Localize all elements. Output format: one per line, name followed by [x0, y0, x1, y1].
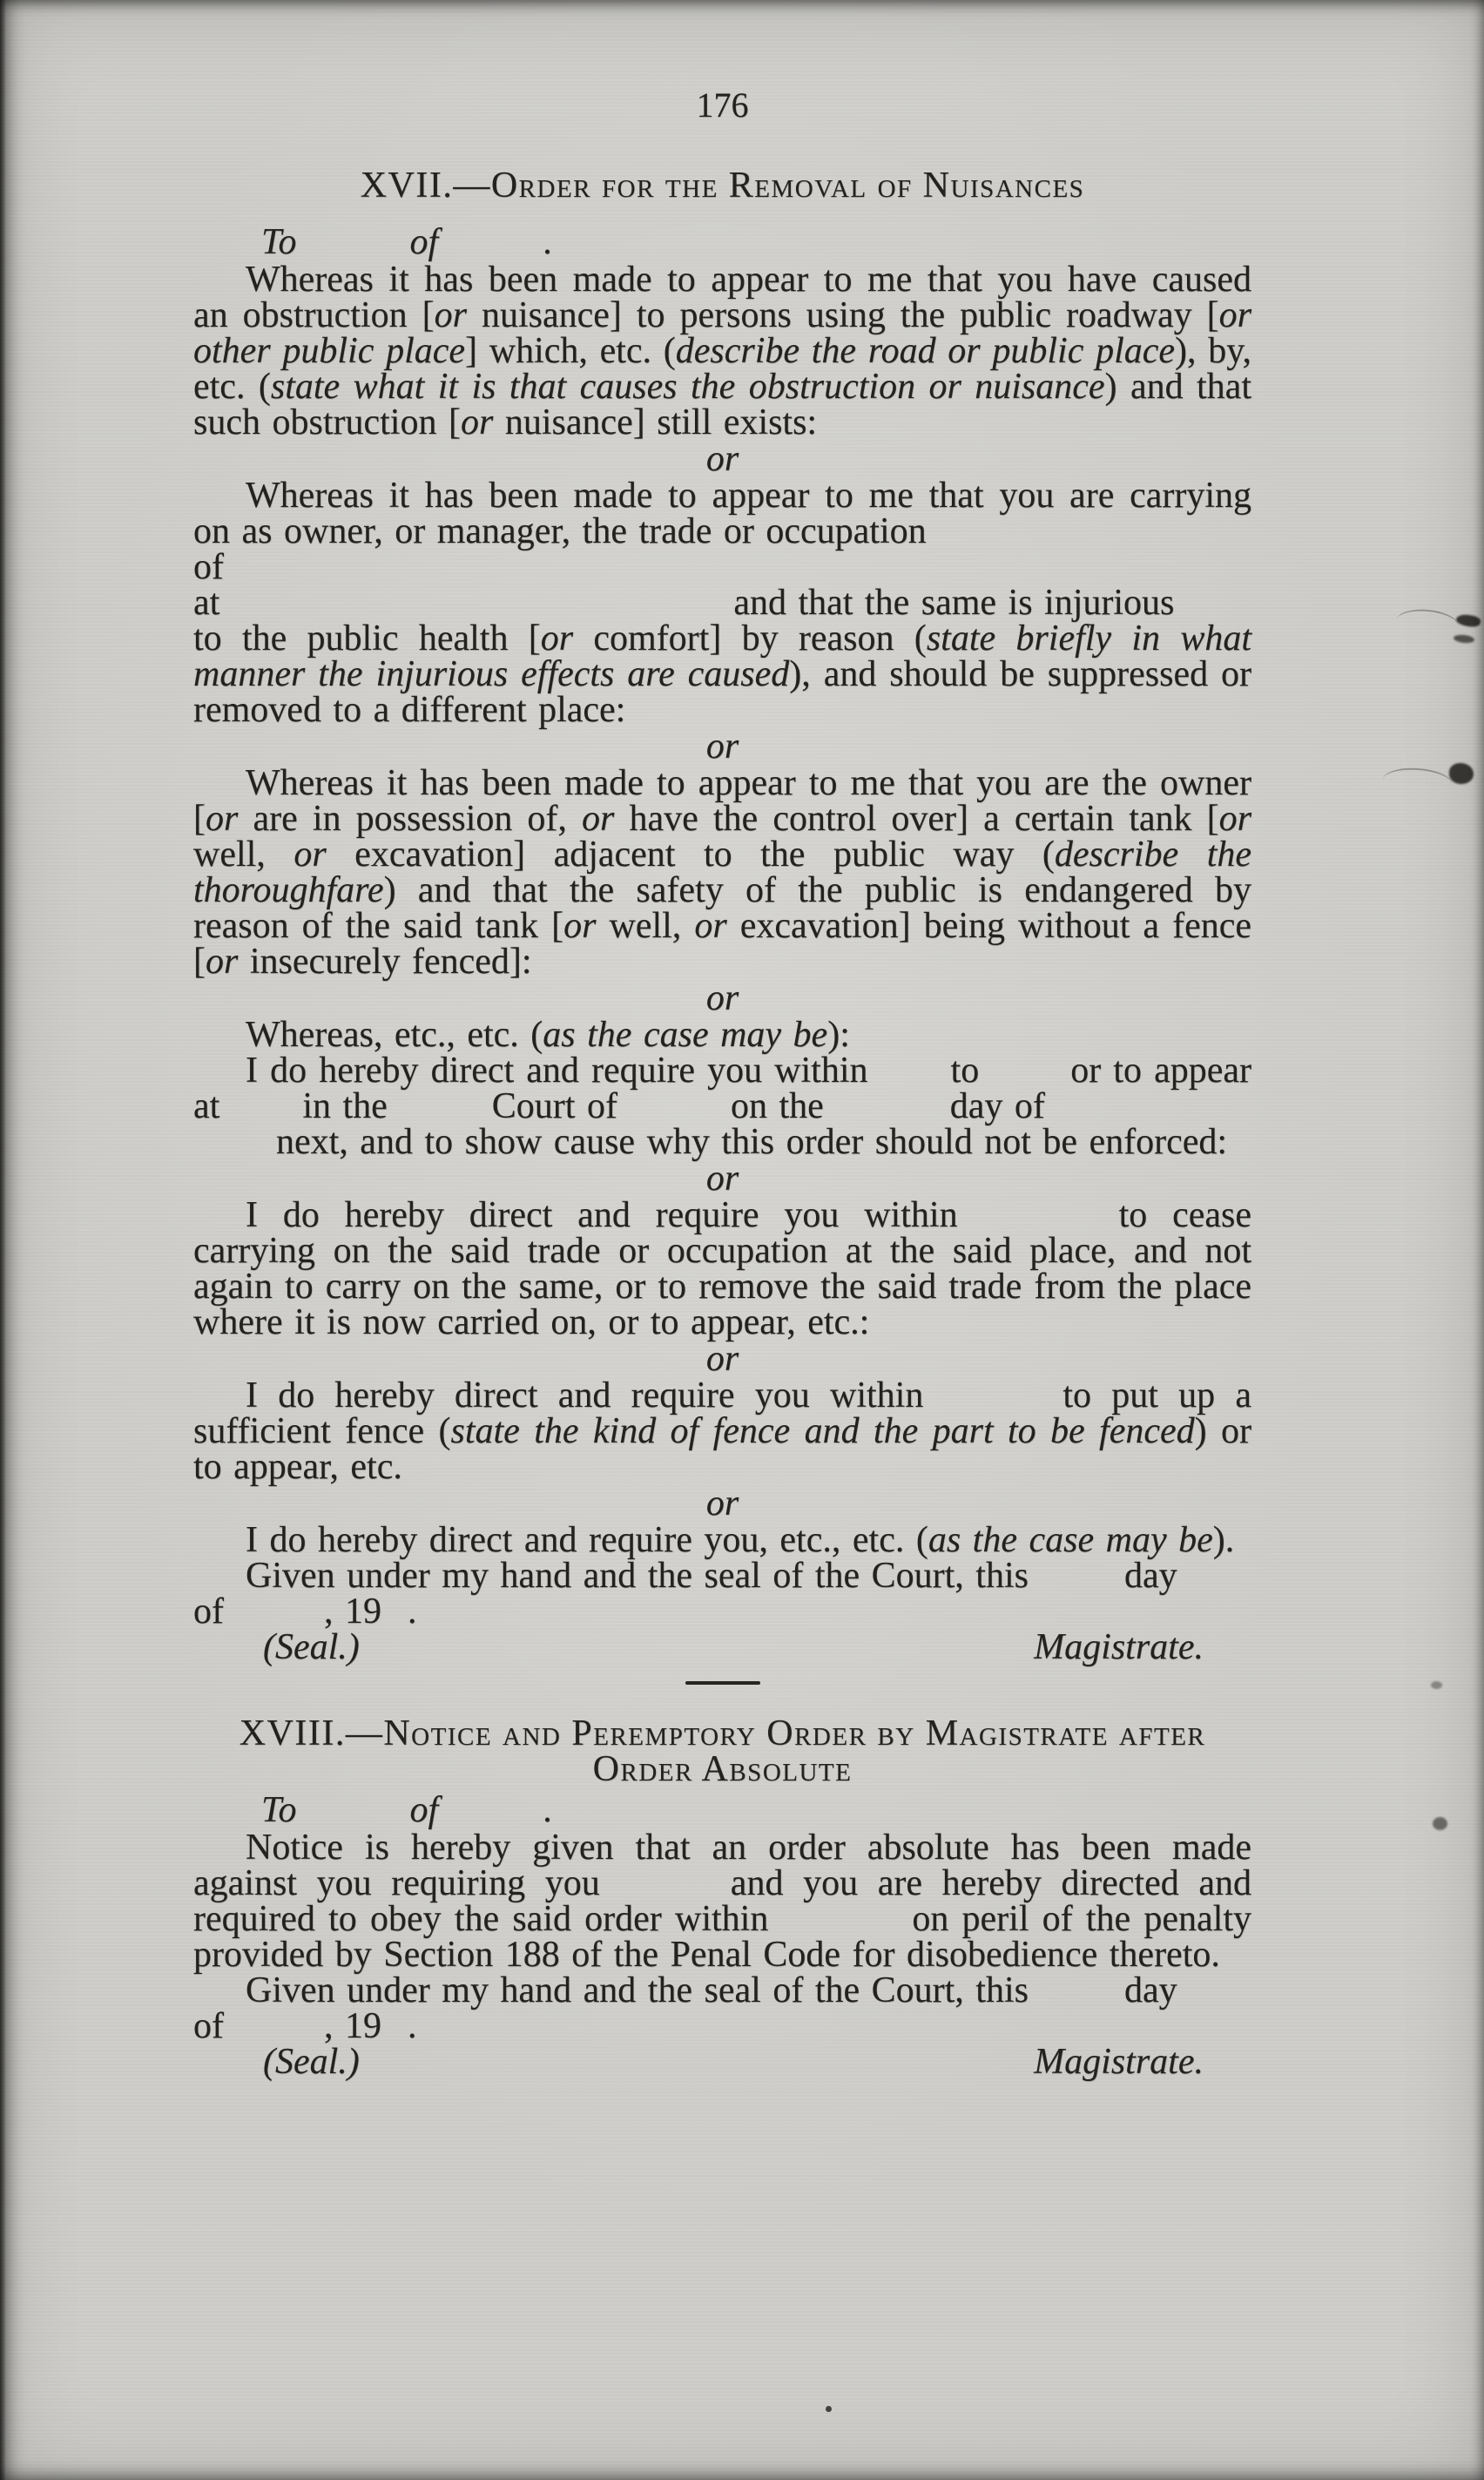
text-run: as the case may be: [928, 1520, 1213, 1560]
blank-space: [923, 1405, 1062, 1407]
ink-speck: [1433, 1817, 1447, 1830]
text-run: on the: [730, 1086, 824, 1126]
text-run: Whereas it has been made to appear to me that you are carrying on as owner, or manager, the trade or occupation: [193, 476, 1251, 551]
text-run: state the kind of fence and the part to be fenced: [450, 1411, 1195, 1451]
section-17-heading: XVII.—Order for the Removal of Nuisances: [360, 166, 1085, 206]
blank-space: [193, 1152, 276, 1153]
or-separator: or: [705, 1339, 739, 1379]
text-run: To: [261, 1790, 297, 1830]
text-run: to: [950, 1051, 980, 1091]
blank-space: [219, 1116, 302, 1118]
text-run: I do hereby direct and require you within: [246, 1195, 958, 1235]
seal-label: (Seal.): [263, 2042, 360, 2082]
section-18-heading-line2: Order Absolute: [592, 1749, 853, 1789]
addressee-line: [193, 222, 1251, 262]
text-run: as the case may be: [543, 1015, 828, 1055]
text-run: of: [193, 1591, 224, 1632]
text-run: on peril of the penalty provided by Section 188 of the Penal Code for disobedience thereto.: [193, 1899, 1251, 1975]
text-run: ):: [827, 1015, 850, 1055]
text-run: or: [694, 906, 727, 946]
blank-space: [824, 1116, 950, 1118]
text-run: and you are hereby directed and required to obey the said order within: [193, 1863, 1251, 1939]
stray-ink-dot: [826, 2406, 832, 2412]
text-run: .: [543, 1790, 552, 1830]
text-run: next, and to show cause why this order should not be enforced:: [276, 1122, 1228, 1162]
blank-space: [600, 1893, 731, 1895]
text-run: state briefly in what manner the injurious effects are caused: [193, 618, 1251, 694]
addressee-line: [193, 1790, 1251, 1830]
text-run: day: [1123, 1556, 1177, 1596]
blank-space: [297, 252, 410, 253]
blank-space: [224, 1621, 324, 1623]
text-run: I do hereby direct and require you, etc., etc. (: [246, 1520, 928, 1560]
text-run: or: [206, 942, 239, 982]
text-run: ) and that such obstruction [: [193, 367, 1251, 443]
text-run: and that the same is injurious: [733, 583, 1175, 623]
text-run: state what it is that causes the obstruction or nuisance: [270, 367, 1105, 407]
ink-speck: [1431, 1681, 1442, 1689]
section-18-heading-line1: XVIII.—Notice and Peremptory Order by Magistrate after: [239, 1713, 1206, 1754]
text-run: , 19: [324, 1591, 381, 1632]
text-run: of: [409, 222, 439, 262]
text-run: nuisance] still exists:: [493, 402, 818, 443]
text-run: ] which, etc. (: [465, 331, 676, 371]
text-run: or to appear at: [193, 1051, 1251, 1126]
text-run: , 19: [324, 2006, 381, 2046]
magistrate-label: Magistrate.: [1034, 2042, 1204, 2082]
text-run: or other public place: [193, 295, 1252, 371]
text-run: well,: [193, 835, 294, 875]
text-run: nuisance] to persons using the public roadway [: [466, 295, 1219, 335]
text-run: Notice is hereby given that an order absolute has been made against you requiring you: [193, 1828, 1251, 1903]
blank-space: [219, 612, 733, 614]
magistrate-label: Magistrate.: [1034, 1627, 1204, 1667]
form-paragraph-notice: [193, 1830, 1251, 1973]
text-run: of: [409, 1790, 439, 1830]
ink-speck: [1449, 763, 1474, 784]
text-run: I do hereby direct and require you within: [246, 1051, 868, 1091]
text-run: ), and should be suppressed or removed to a different place:: [193, 654, 1252, 730]
blank-space: [958, 1225, 1119, 1226]
text-run: Whereas it has been made to appear to me that you are the owner [: [193, 763, 1251, 839]
text-run: or: [563, 906, 597, 946]
blank-space: [438, 1820, 543, 1821]
signature-row: [193, 2044, 1251, 2080]
text-run: comfort] by reason (: [573, 618, 927, 659]
text-run: day: [1123, 1970, 1177, 2010]
blank-space: [381, 2036, 408, 2037]
text-run: have the control over] a certain tank [: [614, 799, 1219, 839]
text-run: .: [408, 1591, 417, 1632]
or-separator: or: [705, 439, 739, 479]
ink-speck: [1454, 634, 1475, 644]
text-run: to put up a sufficient fence (: [193, 1375, 1251, 1451]
scratch-mark: [1396, 606, 1460, 626]
attestation-paragraph: [193, 1970, 1251, 2046]
text-run: or: [434, 295, 467, 335]
or-separator: or: [705, 1483, 739, 1524]
text-run: describe the thoroughfare: [193, 835, 1252, 910]
blank-space: [1029, 1585, 1124, 1587]
form-paragraph-tank: [193, 763, 1252, 982]
form-paragraph-direct-cease: [193, 1195, 1251, 1342]
form-paragraph-trade: [193, 478, 1251, 728]
text-run: are in possession of,: [238, 799, 583, 839]
blank-space: [868, 1080, 951, 1082]
blank-space: [438, 252, 543, 253]
text-run: ) or to appear, etc.: [193, 1411, 1252, 1487]
text-run: or: [460, 402, 494, 443]
scratch-mark: [1383, 766, 1454, 785]
text-run: Given under my hand and the seal of the Court, this: [246, 1556, 1029, 1596]
text-run: or: [293, 835, 327, 875]
text-run: Given under my hand and the seal of the Court, this: [246, 1970, 1029, 2010]
text-run: I do hereby direct and require you within: [246, 1375, 924, 1416]
form-paragraph-direct-appear: [193, 1053, 1251, 1160]
text-run: or: [1218, 799, 1251, 839]
text-run: day of: [949, 1086, 1045, 1126]
text-run: or: [582, 799, 615, 839]
text-run: to the public health [: [193, 618, 541, 659]
text-run: ).: [1212, 1520, 1235, 1560]
form-paragraph-direct-fence: [193, 1375, 1252, 1487]
seal-label: (Seal.): [263, 1627, 360, 1667]
blank-space: [617, 1116, 731, 1118]
attestation-paragraph: [193, 1558, 1251, 1630]
or-separator: or: [705, 726, 739, 767]
text-run: describe the road or public place: [675, 331, 1176, 371]
section-18-heading: [193, 1713, 1251, 1789]
text-run: excavation] being without a fence [: [193, 906, 1252, 982]
text-run: in the: [302, 1086, 388, 1126]
blank-space: [224, 2036, 324, 2037]
text-run: to cease carrying on the said trade or occupation at the said place, and not again to carry on the same, or to remove the said trade from the place where it is now carried on, or to appear, etc.:: [193, 1195, 1251, 1342]
text-run: well,: [596, 906, 695, 946]
text-run: excavation] adjacent to the public way (: [326, 835, 1055, 875]
or-separator: or: [705, 978, 739, 1018]
or-separator: or: [705, 1159, 739, 1199]
text-run: .: [543, 222, 552, 262]
ink-speck: [1455, 613, 1481, 629]
blank-space: [1029, 2000, 1124, 2002]
blank-space: [388, 1116, 492, 1118]
text-run: at: [193, 583, 220, 623]
text-run: insecurely fenced]:: [238, 942, 532, 982]
form-paragraph-obstruction: [193, 262, 1251, 441]
blank-space: [768, 1929, 912, 1930]
blank-space: [381, 1621, 408, 1623]
text-run: ), by, etc. (: [193, 331, 1251, 407]
blank-space: [979, 1080, 1070, 1082]
blank-space: [297, 1820, 410, 1821]
text-column: [193, 87, 1251, 2080]
text-run: To: [261, 222, 297, 262]
text-run: of: [193, 2006, 224, 2046]
section-divider: [685, 1681, 760, 1685]
text-run: of: [193, 547, 224, 587]
text-run: or: [540, 618, 574, 659]
text-run: or: [206, 799, 239, 839]
text-run: Whereas, etc., etc. (: [246, 1015, 543, 1055]
page-number: 176: [696, 85, 749, 125]
text-run: Court of: [491, 1086, 617, 1126]
form-paragraph-direct-etc: [193, 1520, 1251, 1560]
signature-row: [193, 1627, 1251, 1667]
form-paragraph-whereas-etc: [193, 1017, 1251, 1053]
text-run: .: [408, 2006, 417, 2046]
text-run: Whereas it has been made to appear to me that you have caused an obstruction [: [193, 260, 1251, 335]
text-run: ) and that the safety of the public is endangered by reason of the said tank [: [193, 870, 1251, 946]
